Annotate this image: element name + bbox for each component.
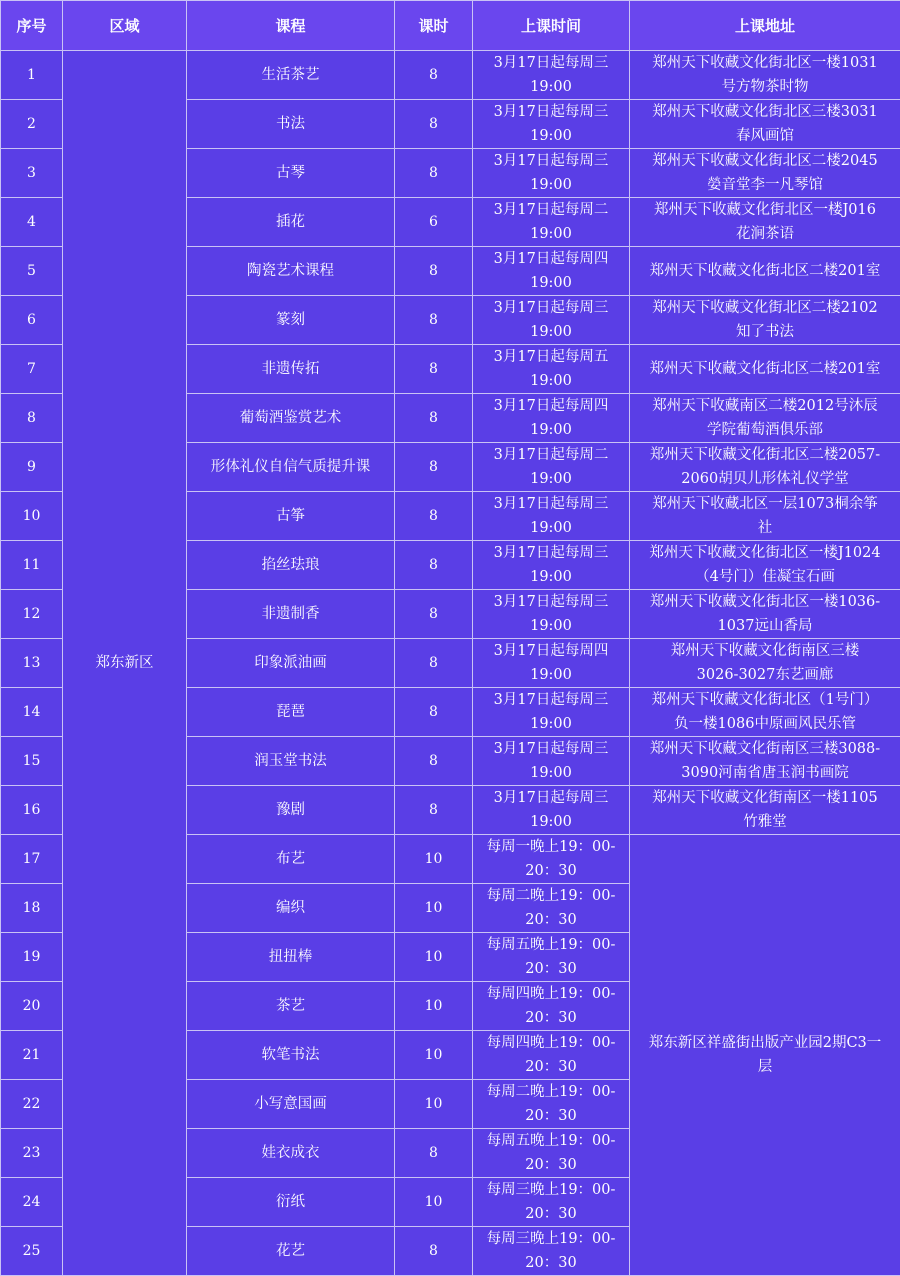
- header-index: 序号: [1, 1, 63, 51]
- course-hours: 10: [395, 1080, 473, 1129]
- course-name: 掐丝珐琅: [187, 541, 395, 590]
- class-time: 每周四晚上19：00- 20：30: [473, 1031, 630, 1080]
- row-index: 20: [1, 982, 63, 1031]
- course-hours: 10: [395, 982, 473, 1031]
- class-address: 郑州天下收藏文化街北区一楼1036- 1037远山香局: [630, 590, 900, 639]
- course-hours: 10: [395, 884, 473, 933]
- course-name: 花艺: [187, 1227, 395, 1276]
- row-index: 7: [1, 345, 63, 394]
- class-time: 每周二晚上19：00- 20：30: [473, 884, 630, 933]
- course-name: 印象派油画: [187, 639, 395, 688]
- class-time: 3月17日起每周二 19:00: [473, 443, 630, 492]
- header-time: 上课时间: [473, 1, 630, 51]
- course-name: 陶瓷艺术课程: [187, 247, 395, 296]
- row-index: 14: [1, 688, 63, 737]
- class-time: 3月17日起每周三 19:00: [473, 296, 630, 345]
- class-time: 每周三晚上19：00- 20：30: [473, 1178, 630, 1227]
- class-time: 每周五晚上19：00- 20：30: [473, 933, 630, 982]
- row-index: 23: [1, 1129, 63, 1178]
- header-row: [1, 1, 900, 51]
- header-region: 区域: [63, 1, 187, 51]
- class-time: 3月17日起每周三 19:00: [473, 100, 630, 149]
- class-address: 郑州天下收藏文化街北区一楼J016 花涧茶语: [630, 198, 900, 247]
- course-hours: 8: [395, 639, 473, 688]
- class-time: 每周四晚上19：00- 20：30: [473, 982, 630, 1031]
- course-name: 小写意国画: [187, 1080, 395, 1129]
- course-hours: 8: [395, 1129, 473, 1178]
- course-hours: 10: [395, 933, 473, 982]
- course-hours: 10: [395, 835, 473, 884]
- course-hours: 8: [395, 296, 473, 345]
- class-time: 3月17日起每周四 19:00: [473, 639, 630, 688]
- row-index: 16: [1, 786, 63, 835]
- course-name: 形体礼仪自信气质提升课: [187, 443, 395, 492]
- row-index: 6: [1, 296, 63, 345]
- class-address: 郑州天下收藏文化街南区三楼3088- 3090河南省唐玉润书画院: [630, 737, 900, 786]
- class-time: 3月17日起每周二 19:00: [473, 198, 630, 247]
- course-hours: 10: [395, 1178, 473, 1227]
- course-hours: 8: [395, 51, 473, 100]
- course-name: 茶艺: [187, 982, 395, 1031]
- row-index: 10: [1, 492, 63, 541]
- course-name: 润玉堂书法: [187, 737, 395, 786]
- class-address: 郑州天下收藏文化街北区三楼3031 春风画馆: [630, 100, 900, 149]
- course-name: 软笔书法: [187, 1031, 395, 1080]
- class-time: 3月17日起每周三 19:00: [473, 590, 630, 639]
- course-hours: 8: [395, 590, 473, 639]
- class-address: 郑州天下收藏文化街北区二楼2057- 2060胡贝儿形体礼仪学堂: [630, 443, 900, 492]
- course-name: 琵琶: [187, 688, 395, 737]
- row-index: 25: [1, 1227, 63, 1276]
- row-index: 11: [1, 541, 63, 590]
- class-address: 郑州天下收藏文化街北区一楼J1024 （4号门）佳凝宝石画: [630, 541, 900, 590]
- course-hours: 8: [395, 394, 473, 443]
- course-name: 扭扭棒: [187, 933, 395, 982]
- class-address: 郑州天下收藏文化街北区二楼201室: [630, 345, 900, 394]
- class-time: 3月17日起每周三 19:00: [473, 51, 630, 100]
- course-name: 古琴: [187, 149, 395, 198]
- row-index: 18: [1, 884, 63, 933]
- class-address: 郑州天下收藏文化街南区三楼 3026-3027东艺画廊: [630, 639, 900, 688]
- region-cell: 郑东新区: [63, 51, 187, 1276]
- course-name: 葡萄酒鉴赏艺术: [187, 394, 395, 443]
- row-index: 1: [1, 51, 63, 100]
- row-index: 9: [1, 443, 63, 492]
- class-address: 郑州天下收藏文化街北区二楼201室: [630, 247, 900, 296]
- course-hours: 8: [395, 100, 473, 149]
- course-hours: 10: [395, 1031, 473, 1080]
- row-index: 15: [1, 737, 63, 786]
- course-name: 衍纸: [187, 1178, 395, 1227]
- class-time: 3月17日起每周四 19:00: [473, 247, 630, 296]
- course-hours: 6: [395, 198, 473, 247]
- course-name: 非遗传拓: [187, 345, 395, 394]
- class-address: 郑州天下收藏文化街南区一楼1105 竹雅堂: [630, 786, 900, 835]
- class-time: 3月17日起每周五 19:00: [473, 345, 630, 394]
- class-address: 郑州天下收藏文化街北区（1号门） 负一楼1086中原画风民乐管: [630, 688, 900, 737]
- course-hours: 8: [395, 247, 473, 296]
- course-hours: 8: [395, 1227, 473, 1276]
- course-name: 篆刻: [187, 296, 395, 345]
- course-hours: 8: [395, 443, 473, 492]
- course-hours: 8: [395, 786, 473, 835]
- class-time: 3月17日起每周四 19:00: [473, 394, 630, 443]
- class-time: 3月17日起每周三 19:00: [473, 737, 630, 786]
- course-name: 插花: [187, 198, 395, 247]
- class-address: 郑州天下收藏南区二楼2012号沐辰 学院葡萄酒俱乐部: [630, 394, 900, 443]
- course-name: 生活茶艺: [187, 51, 395, 100]
- table-row: [1, 51, 900, 100]
- class-address: 郑州天下收藏文化街北区一楼1031 号方物茶时物: [630, 51, 900, 100]
- row-index: 17: [1, 835, 63, 884]
- row-index: 21: [1, 1031, 63, 1080]
- course-hours: 8: [395, 688, 473, 737]
- header-course: 课程: [187, 1, 395, 51]
- course-hours: 8: [395, 541, 473, 590]
- header-hours: 课时: [395, 1, 473, 51]
- class-time: 3月17日起每周三 19:00: [473, 786, 630, 835]
- row-index: 5: [1, 247, 63, 296]
- header-address: 上课地址: [630, 1, 900, 51]
- course-name: 编织: [187, 884, 395, 933]
- row-index: 4: [1, 198, 63, 247]
- class-time: 3月17日起每周三 19:00: [473, 541, 630, 590]
- course-hours: 8: [395, 492, 473, 541]
- row-index: 22: [1, 1080, 63, 1129]
- row-index: 13: [1, 639, 63, 688]
- shared-address: 郑东新区祥盛街出版产业园2期C3一 层: [630, 835, 900, 1276]
- class-time: 每周一晚上19：00- 20：30: [473, 835, 630, 884]
- class-time: 每周二晚上19：00- 20：30: [473, 1080, 630, 1129]
- class-time: 3月17日起每周三 19:00: [473, 688, 630, 737]
- row-index: 19: [1, 933, 63, 982]
- course-hours: 8: [395, 149, 473, 198]
- course-name: 布艺: [187, 835, 395, 884]
- course-name: 书法: [187, 100, 395, 149]
- row-index: 24: [1, 1178, 63, 1227]
- class-time: 每周五晚上19：00- 20：30: [473, 1129, 630, 1178]
- class-address: 郑州天下收藏文化街北区二楼2102 知了书法: [630, 296, 900, 345]
- class-time: 3月17日起每周三 19:00: [473, 492, 630, 541]
- course-name: 豫剧: [187, 786, 395, 835]
- row-index: 3: [1, 149, 63, 198]
- row-index: 2: [1, 100, 63, 149]
- row-index: 12: [1, 590, 63, 639]
- row-index: 8: [1, 394, 63, 443]
- course-hours: 8: [395, 345, 473, 394]
- course-name: 娃衣成衣: [187, 1129, 395, 1178]
- course-hours: 8: [395, 737, 473, 786]
- class-address: 郑州天下收藏文化街北区二楼2045 嫈音堂李一凡琴馆: [630, 149, 900, 198]
- class-time: 每周三晚上19：00- 20：30: [473, 1227, 630, 1276]
- class-address: 郑州天下收藏北区一层1073桐余筝 社: [630, 492, 900, 541]
- course-name: 古筝: [187, 492, 395, 541]
- course-name: 非遗制香: [187, 590, 395, 639]
- class-time: 3月17日起每周三 19:00: [473, 149, 630, 198]
